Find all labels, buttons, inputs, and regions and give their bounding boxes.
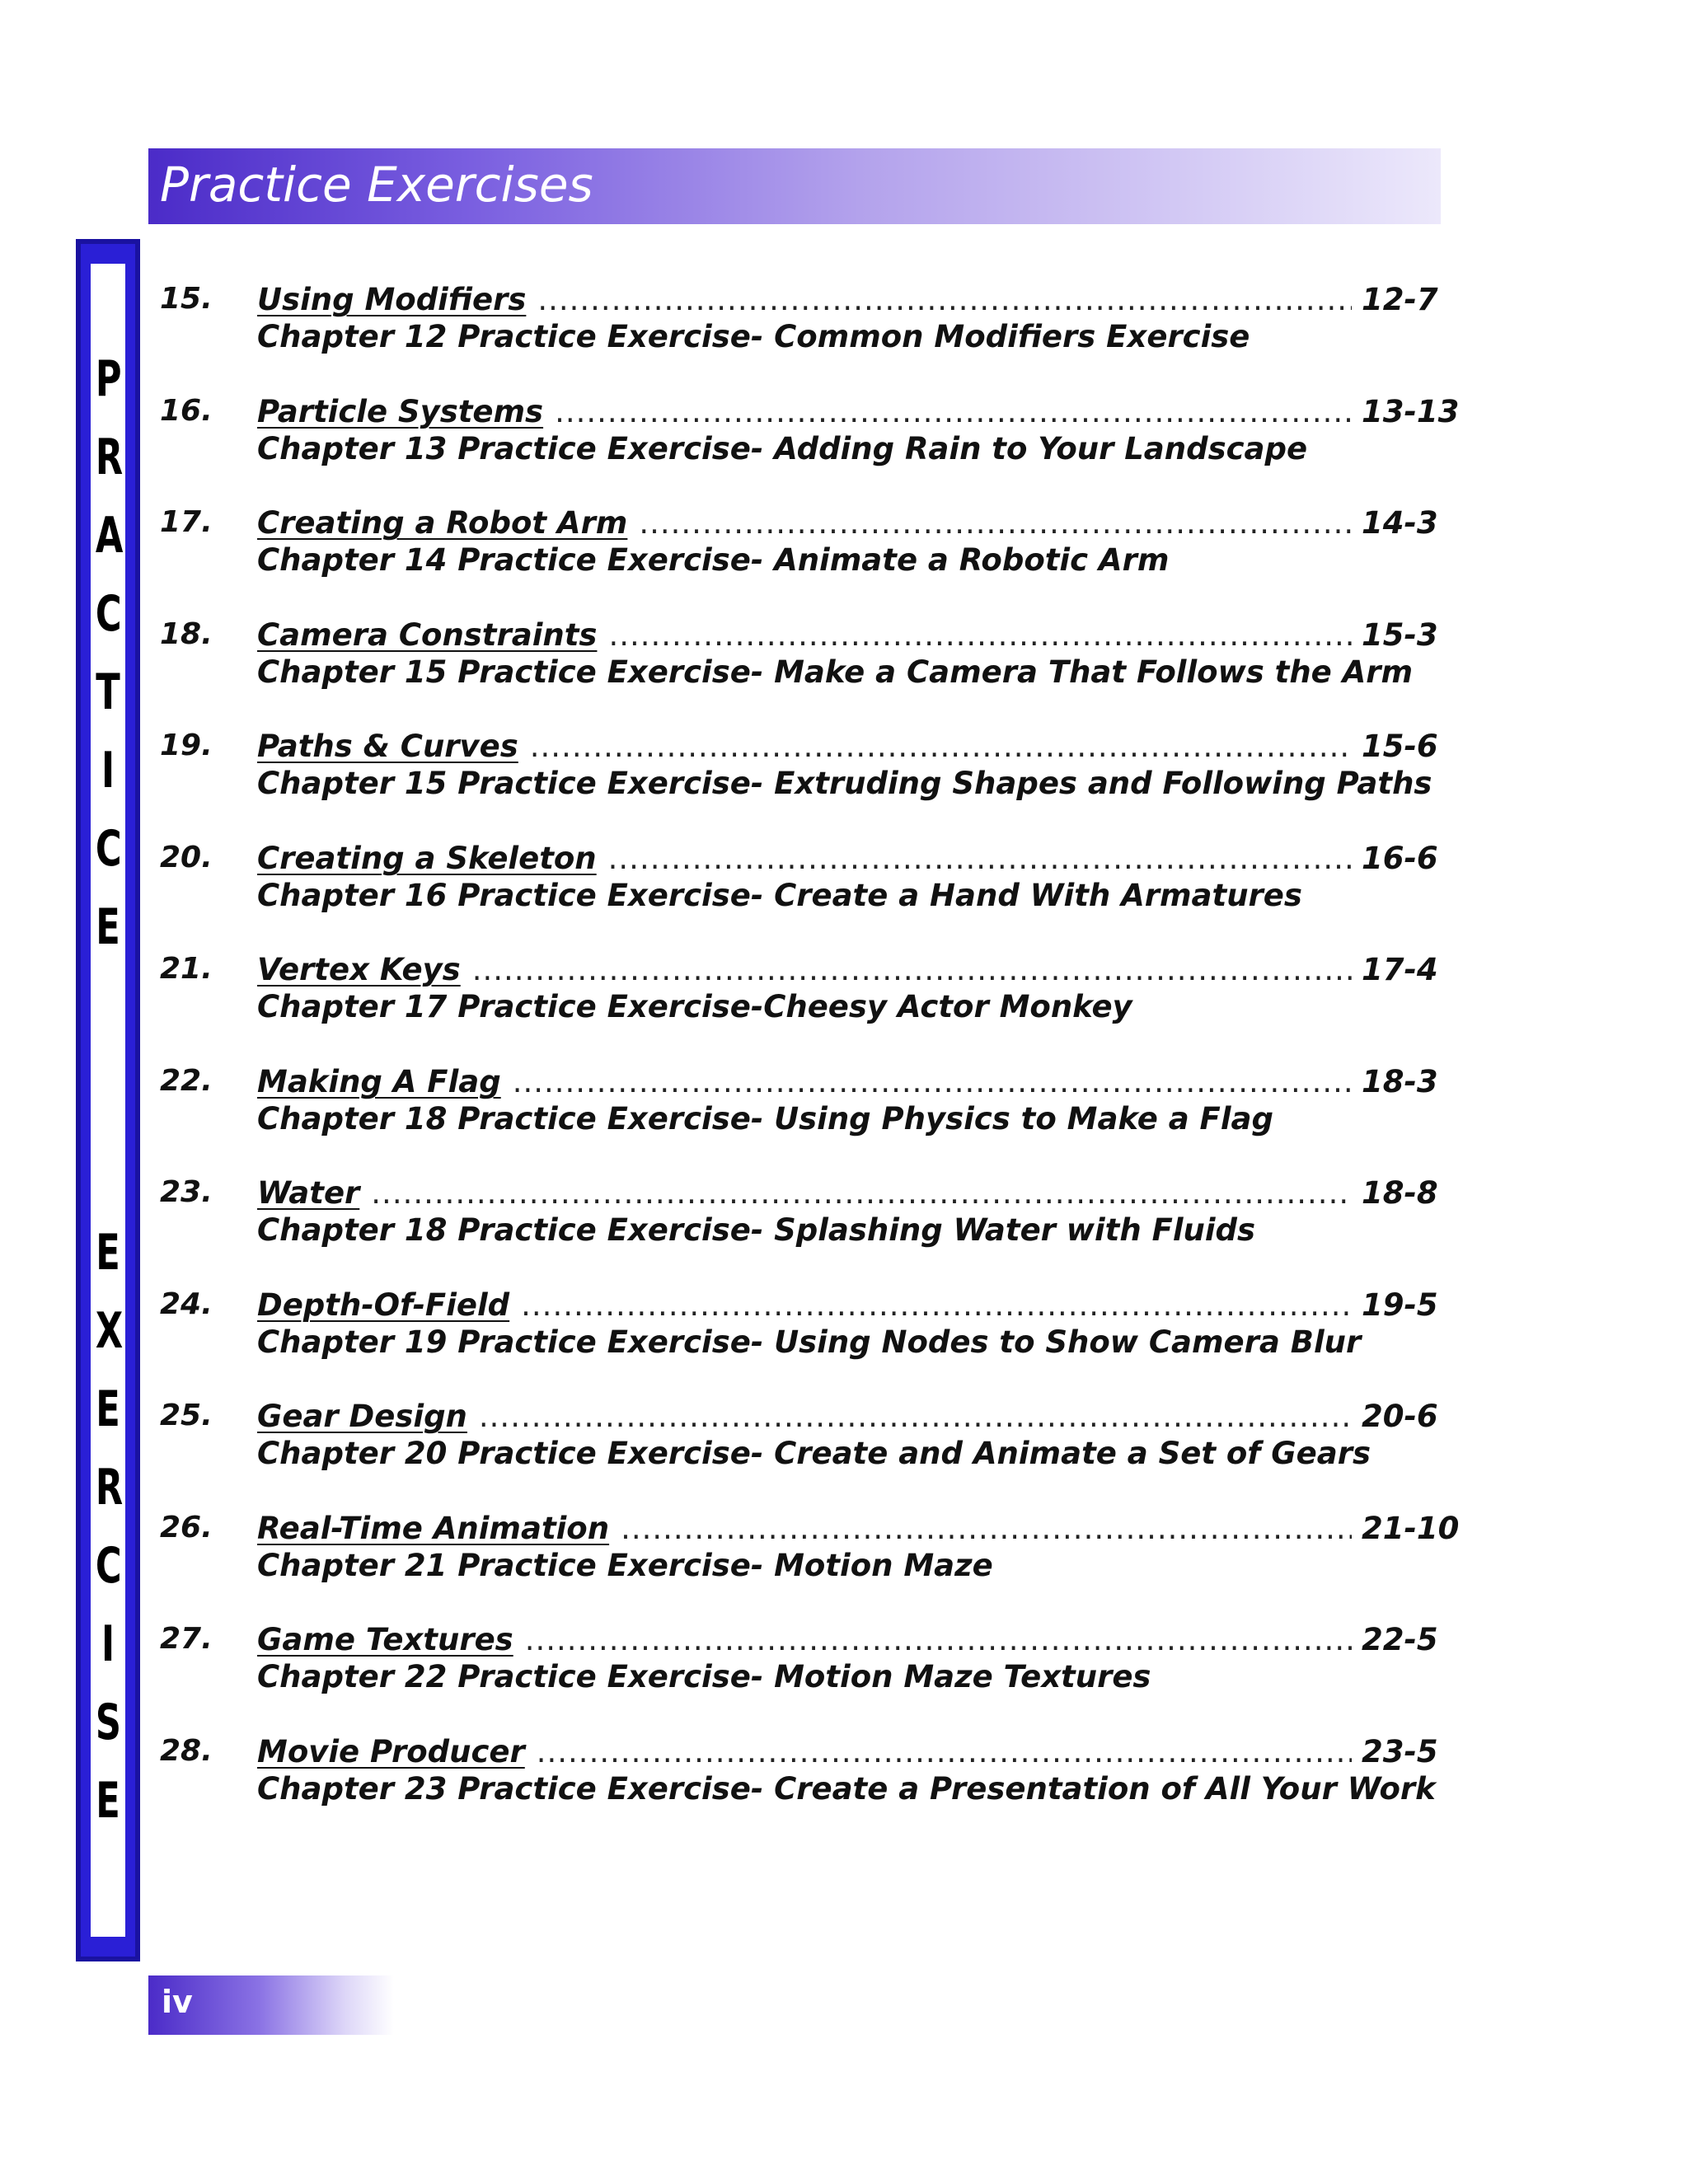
exercise-entry (160, 617, 1446, 700)
exercise-page-ref: 14-3 (1362, 505, 1438, 541)
exercise-description: Chapter 15 Practice Exercise- Extruding Shapes and Following Paths (257, 766, 1432, 801)
exercise-number: 27. (160, 1622, 213, 1656)
dot-leader (525, 1622, 1352, 1657)
exercise-title-link[interactable]: Particle Systems (257, 394, 544, 429)
exercise-entry (160, 841, 1446, 923)
dot-leader (639, 505, 1352, 541)
exercise-title-link[interactable]: Creating a Skeleton (257, 841, 597, 876)
exercise-entry (160, 729, 1446, 811)
exercise-number: 17. (160, 505, 213, 539)
exercise-page-ref: 16-6 (1362, 841, 1438, 876)
exercise-number: 21. (160, 952, 213, 986)
exercise-title-link[interactable]: Using Modifiers (257, 282, 527, 317)
exercise-description: Chapter 14 Practice Exercise- Animate a Robotic Arm (257, 542, 1170, 578)
dot-leader (479, 1399, 1352, 1434)
exercise-number: 28. (160, 1734, 213, 1768)
dot-leader (608, 617, 1352, 653)
exercise-title-line (257, 1511, 1460, 1546)
vertical-letter: E (96, 1772, 120, 1830)
exercise-title-line (257, 1399, 1438, 1434)
exercise-page-ref: 18-3 (1362, 1064, 1438, 1099)
footer-banner (148, 1975, 394, 2035)
exercise-description: Chapter 22 Practice Exercise- Motion Maze Textures (257, 1659, 1151, 1694)
dot-leader (621, 1511, 1352, 1546)
exercise-title-line (257, 952, 1438, 987)
dot-leader (513, 1064, 1352, 1099)
exercise-page-ref: 15-3 (1362, 617, 1438, 653)
exercise-title-line (257, 1287, 1438, 1323)
vertical-letter: S (95, 1694, 121, 1751)
exercise-page-ref: 23-5 (1362, 1734, 1438, 1769)
page-title: Practice Exercises (160, 157, 593, 213)
vertical-letter: C (95, 1537, 122, 1595)
exercise-description: Chapter 20 Practice Exercise- Create and Animate a Set of Gears (257, 1436, 1371, 1471)
exercise-title-line (257, 1734, 1438, 1769)
dot-leader (472, 952, 1352, 987)
exercise-title-line (257, 505, 1438, 541)
vertical-letter: C (95, 820, 122, 878)
exercise-entry (160, 1622, 1446, 1704)
exercise-page-ref: 17-4 (1362, 952, 1438, 987)
exercise-page-ref: 19-5 (1362, 1287, 1438, 1323)
exercise-entry (160, 1064, 1446, 1146)
vertical-letter: P (95, 350, 122, 408)
vertical-letter: I (101, 1615, 115, 1673)
page-number: iv (162, 1984, 193, 2020)
vertical-letter: I (101, 742, 115, 799)
exercise-title-line (257, 1175, 1438, 1211)
exercise-number: 19. (160, 729, 213, 762)
exercise-entry (160, 282, 1446, 364)
exercise-number: 20. (160, 841, 213, 874)
exercise-description: Chapter 15 Practice Exercise- Make a Camera That Follows the Arm (257, 654, 1414, 690)
exercise-description: Chapter 13 Practice Exercise- Adding Rain to Your Landscape (257, 431, 1308, 466)
vertical-letter: E (96, 1380, 120, 1438)
vertical-tab-text (91, 264, 125, 1937)
exercise-title-line (257, 282, 1438, 317)
exercise-number: 26. (160, 1511, 213, 1544)
dot-leader (530, 729, 1352, 764)
vertical-letter: T (96, 663, 120, 721)
dot-leader (371, 1175, 1352, 1211)
exercise-entry (160, 1734, 1446, 1816)
exercise-number: 18. (160, 617, 213, 651)
exercise-description: Chapter 12 Practice Exercise- Common Modifiers Exercise (257, 319, 1250, 354)
vertical-section-tab (76, 239, 140, 1961)
exercise-title-link[interactable]: Depth-Of-Field (257, 1287, 510, 1323)
exercise-title-line (257, 841, 1438, 876)
exercise-title-link[interactable]: Game Textures (257, 1622, 513, 1657)
exercise-title-link[interactable]: Making A Flag (257, 1064, 501, 1099)
exercise-title-link[interactable]: Paths & Curves (257, 729, 518, 764)
exercise-entry (160, 1511, 1460, 1593)
exercise-title-link[interactable]: Creating a Robot Arm (257, 505, 628, 541)
vertical-letter: A (95, 507, 124, 565)
exercise-page-ref: 20-6 (1362, 1399, 1438, 1434)
exercise-page-ref: 15-6 (1362, 729, 1438, 764)
exercise-title-link[interactable]: Vertex Keys (257, 952, 461, 987)
exercise-description: Chapter 18 Practice Exercise- Splashing Water with Fluids (257, 1212, 1256, 1248)
exercise-title-line (257, 1622, 1438, 1657)
exercise-title-line (257, 394, 1460, 429)
dot-leader (555, 394, 1352, 429)
exercise-number: 23. (160, 1175, 213, 1209)
exercise-number: 22. (160, 1064, 213, 1098)
exercise-title-link[interactable]: Real-Time Animation (257, 1511, 610, 1546)
exercise-page-ref: 21-10 (1362, 1511, 1460, 1546)
exercise-description: Chapter 21 Practice Exercise- Motion Maze (257, 1548, 993, 1583)
exercise-number: 24. (160, 1287, 213, 1321)
dot-leader (537, 1734, 1352, 1769)
dot-leader (521, 1287, 1352, 1323)
exercise-title-link[interactable]: Water (257, 1175, 360, 1211)
exercise-entry (160, 1287, 1446, 1370)
exercise-page-ref: 12-7 (1362, 282, 1438, 317)
vertical-letter: X (95, 1302, 124, 1360)
section-header-banner (148, 148, 1441, 224)
exercise-description: Chapter 19 Practice Exercise- Using Nodes to Show Camera Blur (257, 1324, 1362, 1360)
exercise-page-ref: 22-5 (1362, 1622, 1438, 1657)
exercise-title-line (257, 1064, 1438, 1099)
vertical-letter: E (96, 898, 120, 956)
exercise-description: Chapter 17 Practice Exercise-Cheesy Actor Monkey (257, 989, 1132, 1024)
exercise-title-link[interactable]: Camera Constraints (257, 617, 598, 653)
exercise-page-ref: 13-13 (1362, 394, 1460, 429)
exercise-entry (160, 1399, 1446, 1481)
vertical-letter: E (96, 1224, 120, 1282)
exercise-description: Chapter 16 Practice Exercise- Create a Hand With Armatures (257, 878, 1302, 913)
exercise-title-line (257, 617, 1438, 653)
exercise-title-link[interactable]: Movie Producer (257, 1734, 525, 1769)
exercise-entry (160, 1175, 1446, 1258)
exercise-entry (160, 505, 1446, 588)
vertical-letter: R (95, 1459, 124, 1516)
exercise-number: 25. (160, 1399, 213, 1432)
exercise-title-line (257, 729, 1438, 764)
exercise-title-link[interactable]: Gear Design (257, 1399, 467, 1434)
exercise-page-ref: 18-8 (1362, 1175, 1438, 1211)
exercise-number: 16. (160, 394, 213, 428)
exercise-description: Chapter 23 Practice Exercise- Create a Presentation of All Your Work (257, 1771, 1436, 1807)
exercise-entry (160, 394, 1460, 476)
vertical-letter: R (95, 429, 124, 486)
vertical-letter: C (95, 585, 122, 643)
exercise-number: 15. (160, 282, 213, 316)
dot-leader (608, 841, 1352, 876)
exercise-entry (160, 952, 1446, 1034)
dot-leader (537, 282, 1352, 317)
exercise-description: Chapter 18 Practice Exercise- Using Physics to Make a Flag (257, 1101, 1273, 1137)
